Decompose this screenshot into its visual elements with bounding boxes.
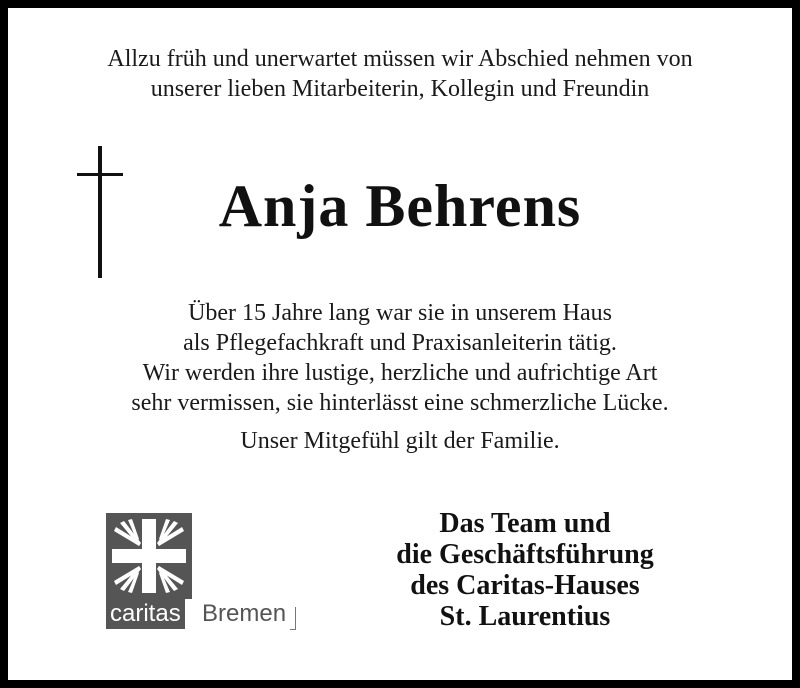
tribute-line: als Pflegefachkraft und Praxisanleiterin tätig. <box>183 330 617 356</box>
deceased-name: Anja Behrens <box>218 173 582 239</box>
signature-line: des Caritas-Hauses <box>410 570 640 601</box>
tribute-line: Über 15 Jahre lang war sie in unserem Haus <box>188 300 612 326</box>
intro-text <box>0 44 800 104</box>
intro-line: unserer lieben Mitarbeiterin, Kollegin und Freundin <box>150 76 650 102</box>
logo-city: Bremen <box>202 600 287 627</box>
logo-bracket <box>290 607 296 630</box>
signature-line: Das Team und <box>439 508 611 539</box>
logo-wordmark: caritas <box>106 599 185 629</box>
tribute-text <box>0 298 800 418</box>
caritas-flame-cross-icon <box>106 513 192 599</box>
signature-block <box>360 508 690 632</box>
signature-line: die Geschäftsführung <box>396 539 654 570</box>
signature-line: St. Laurentius <box>439 601 611 632</box>
sympathy-line: Unser Mitgefühl gilt der Familie. <box>240 428 560 454</box>
intro-line: Allzu früh und unerwartet müssen wir Abschied nehmen von <box>107 46 693 72</box>
caritas-logo <box>106 513 296 631</box>
tribute-line: Wir werden ihre lustige, herzliche und aufrichtige Art <box>142 360 658 386</box>
tribute-line: sehr vermissen, sie hinterlässt eine schmerzliche Lücke. <box>131 390 669 416</box>
